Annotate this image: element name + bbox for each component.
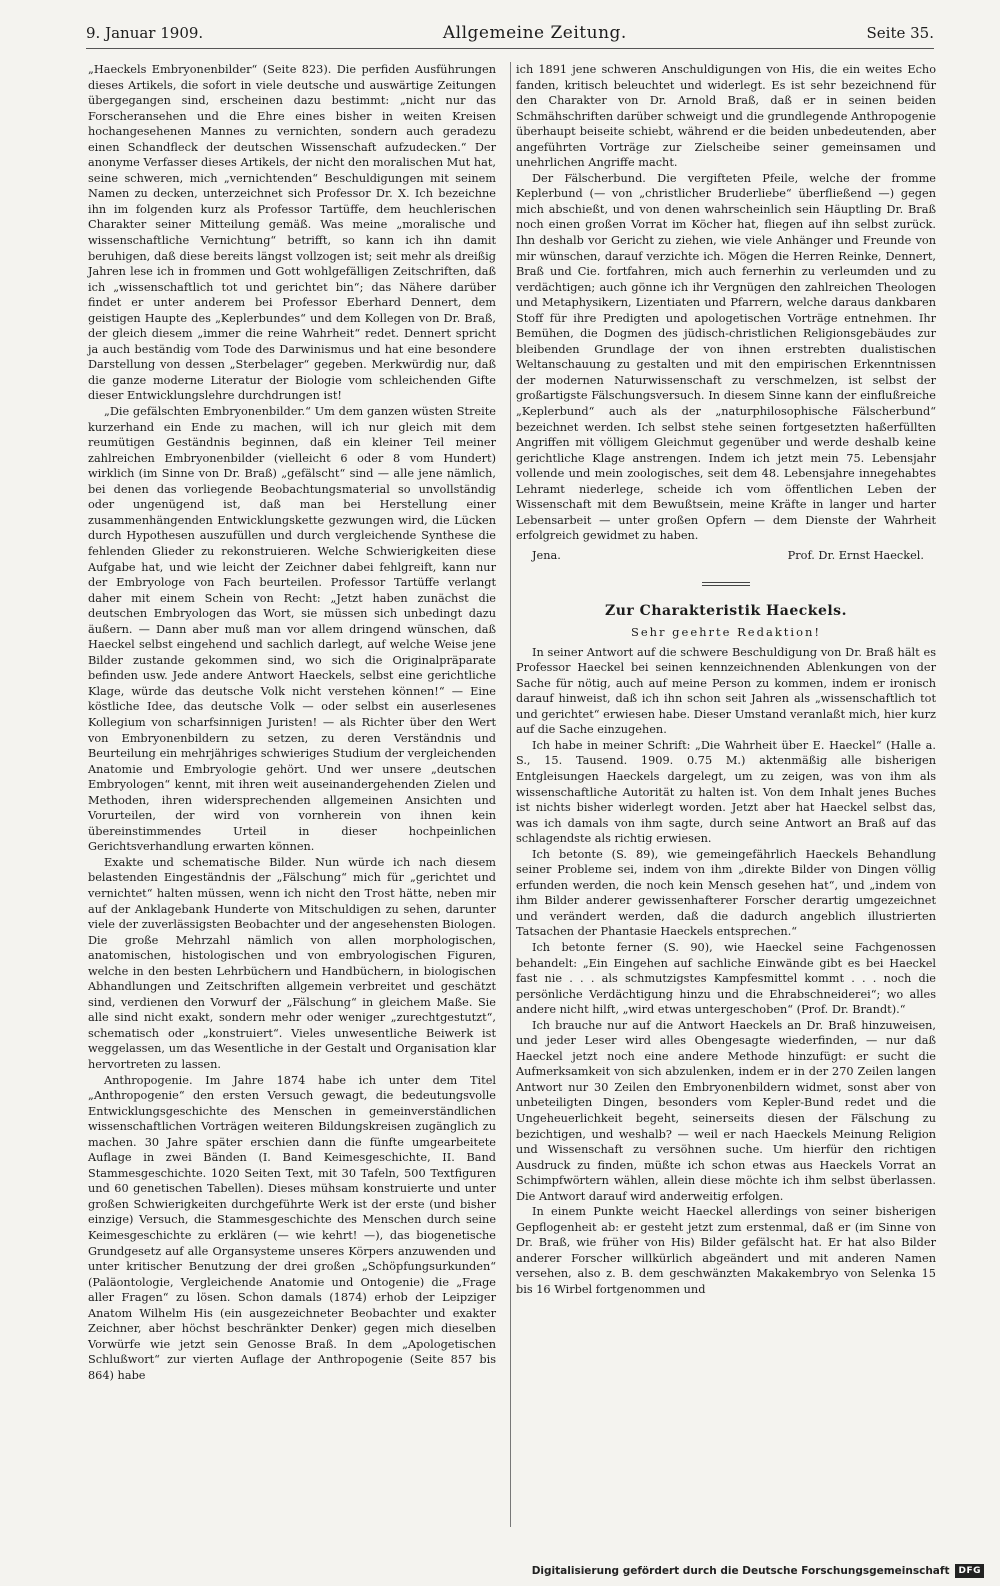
page-header [86, 18, 934, 48]
signature [516, 548, 936, 564]
article-paragraph: „Haeckels Embryonenbilder“ (Seite 823). Die perfiden Ausführungen dieses Artikels, die sofort in viele deutsche und auswärtige Zeitungen übergegangen sind, erscheinen dazu bestimmt: „nicht nur das Forscheransehen und die Ehre eines bisher in weiten Kreisen hochangesehenen Mannes zu vernichten, sondern auch geradezu einen Schandfleck der deutschen Wissenschaft aufzudecken.“ Der anonyme Verfasser dieses Artikels, der nicht den moralischen Mut hat, seine schweren, mich „vernichtenden“ Beschuldigungen mit seinem Namen zu decken, unterzeichnet sich Professor Dr. X. Ich bezeichne ihn im folgenden kurz als Professor Tartüffe, dem heuchlerischen Charakter seiner Mitteilung gemäß. Was meine „moralische und wissenschaftliche Vernichtung“ betrifft, so kann ich ihn damit beruhigen, daß diese bereits längst vollzogen ist; seit mehr als dreißig Jahren lese ich in frommen und Gott wohlgefälligen Zeitschriften, daß ich „wissenschaftlich tot und gerichtet bin“; das Nähere darüber findet er unter anderem bei Professor Eberhard Dennert, dem geistigen Haupte des „Keplerbundes“ und dem Kollegen von Dr. Braß, der gleich diesem „immer die reine Wahrheit“ redet. Dennert spricht ja auch beständig vom Tode des Darwinismus und hat eine besondere Darstellung von dessen „Sterbelager“ gegeben. Merkwürdig nur, daß die ganze moderne Literatur der Biologie vom schleichenden Gifte dieser Entwicklungslehre durchdrungen ist! [88, 63, 496, 403]
article-paragraph: „Die gefälschten Embryonenbilder.“ Um dem ganzen wüsten Streite kurzerhand ein Ende zu machen, will ich nur gleich mit dem reumütigen Geständnis beginnen, daß ein kleiner Teil meiner zahlreichen Embryonenbilder (vielleicht 6 oder 8 vom Hundert) wirklich (im Sinne von Dr. Braß) „gefälscht“ sind — alle jene nämlich, bei denen das vorliegende Beobachtungsmaterial so unvollständig oder ungenügend ist, daß man bei Herstellung einer zusammenhängenden Entwicklungskette gezwungen wird, die Lücken durch Hypothesen auszufüllen und durch vergleichende Synthese die fehlenden Glieder zu rekonstruieren. Welche Schwierigkeiten diese Aufgabe hat, und wie leicht der Zeichner dabei fehlgreift, kann nur der Embryologe von Fach beurteilen. Professor Tartüffe verlangt daher mit einem Schein von Recht: „Jetzt haben zunächst die deutschen Embryologen das Wort, sie müssen sich unbedingt dazu äußern. — Dann aber muß man vor allem dringend wünschen, daß Haeckel selbst eingehend und sachlich darlegt, auf welche Weise jene Bilder zustande gekommen sind, wo sich die Originalpräparate befinden usw. Jede andere Antwort Haeckels, selbst eine gerichtliche Klage, würde das deutsche Volk nicht verstehen können!“ — Eine köstliche Idee, das deutsche Volk — oder selbst ein auserlesenes Kollegium von scharfsinnigen Juristen! — als Richter über den Wert von Embryonenbildern zu setzen, zu deren Verständnis und Beurteilung ein mehrjähriges schwieriges Studium der vergleichenden Anatomie und Embryologie gehört. Und wer unsere „deutschen Embryologen“ kennt, mit ihren weit auseinandergehenden Zielen und Methoden, ihren widersprechenden allgemeinen Ansichten und Vorurteilen, der wird von vornherein von ihnen kein übereinstimmendes Urteil in dieser hochpeinlichen Gerichtsverhandlung erwarten können. [88, 405, 496, 854]
article-paragraph: Anthropogenie. Im Jahre 1874 habe ich unter dem Titel „Anthropogenie“ den ersten Versuch gewagt, die bedeutungsvolle Entwicklungsgeschichte des Menschen in gemeinverständlichen wissenschaftlichen Vorträgen weiteren Bildungskreisen zugänglich zu machen. 30 Jahre später erschien dann die fünfte umgearbeitete Auflage in zwei Bänden (I. Band Keimesgeschichte, II. Band Stammesgeschichte. 1020 Seiten Text, mit 30 Tafeln, 500 Textfiguren und 60 genetischen Tabellen). Dieses mühsam konstruierte und unter großen Schwierigkeiten durchgeführte Werk ist der erste (und bisher einzige) Versuch, die Stammesgeschichte des Menschen durch seine Keimesgeschichte zu erklären (— wie kehrt! —), das biogenetische Grundgesetz auf alle Organsysteme unseres Körpers anzuwenden und unter kritischer Benutzung der drei großen „Schöpfungsurkunden“ (Paläontologie, Vergleichende Anatomie und Ontogenie) die „Frage aller Fragen“ zu lösen. Schon damals (1874) erhob der Leipziger Anatom Wilhelm His (ein ausgezeichneter Beobachter und exakter Zeichner, aber höchst beschränkter Denker) gegen mich dieselben Vorwürfe wie jetzt sein Genosse Braß. In dem „Apologetischen Schlußwort“ zur vierten Auflage der Anthropogenie (Seite 857 bis 864) habe [88, 1073, 496, 1382]
article-paragraph: ich 1891 jene schweren Anschuldigungen von His, die ein weites Echo fanden, kritisch beleuchtet und widerlegt. Es ist sehr bezeichnend für den Charakter von Dr. Arnold Braß, daß er in seinen beiden Schmähschriften darüber schweigt und die grundlegende Anthropogenie überhaupt beiseite schiebt, während er die beiden unbedeutenden, aber angeführten Vorträge zur Zielscheibe seiner gemeinsamen und unehrlichen Angriffe macht. [516, 63, 936, 170]
footer-credit: Digitalisierung gefördert durch die Deutsche Forschungsgemeinschaft [531, 1565, 950, 1577]
digitization-footer [532, 1562, 984, 1580]
article-paragraph: Ich betonte (S. 89), wie gemeingefährlich Haeckels Behandlung seiner Probleme sei, indem von ihm „direkte Bilder von Dingen völlig erfunden werden, die noch kein Mensch gesehen hat“, und „indem von ihm Bilder anderer gewissenhafterer Forscher derartig umgezeichnet und verändert werden, daß die dadurch angeblich illustrierten Tatsachen der Phantasie Haeckels entsprechen.“ [516, 847, 936, 939]
salutation: Sehr geehrte Redaktion! [630, 625, 822, 640]
article-paragraph: Ich brauche nur auf die Antwort Haeckels an Dr. Braß hinzuweisen, und jeder Leser wird alles Obengesagte wiederfinden, — nur daß Haeckel jetzt noch eine andere Methode hinzufügt: er sucht die Aufmerksamkeit von sich abzulenken, indem er in der 270 Zeilen langen Antwort nur 30 Zeilen den Embryonenbildern widmet, sonst aber von unbeteiligten Dingen, besonders vom Kepler-Bund redet und die Ungeheuerlichkeit begeht, seinerseits diesen der Fälschung zu bezichtigen, und weshalb? — weil er nach Haeckels Meinung Religion und Wissenschaft zu versöhnen suche. Um hierfür den richtigen Ausdruck zu finden, müßte ich schon etwas aus Haeckels Vorrat an Schimpfwörtern wählen, allein diese möchte ich ihm selbst überlassen. Die Antwort darauf wird anderweitig erfolgen. [516, 1018, 936, 1203]
column-divider [510, 62, 511, 1527]
article-paragraph: Ich habe in meiner Schrift: „Die Wahrheit über E. Haeckel“ (Halle a. S., 15. Tausend. 1909. 0.75 M.) aktenmäßig alle bisherigen Entgleisungen Haeckels dargelegt, um zu zeigen, was von ihm als wissenschaftliche Autorität zu halten ist. Von dem Inhalt jenes Buches ist nichts bisher widerlegt worden. Jetzt aber hat Haeckel selbst das, was ich damals von ihm sagte, durch seine Antwort an Braß auf das schlagendste als richtig erwiesen. [516, 738, 936, 846]
signature-name: Prof. Dr. Ernst Haeckel. [787, 548, 924, 562]
left-column [88, 62, 496, 1383]
header-rule [86, 48, 934, 49]
right-column [516, 62, 936, 1298]
signature-place: Jena. [532, 548, 561, 562]
article-paragraph: Exakte und schematische Bilder. Nun würde ich nach diesem belastenden Eingeständnis der „Fälschung“ mich für „gerichtet und vernichtet“ halten müssen, wenn ich nicht den Trost hätte, neben mir auf der Anklagebank Hunderte von Mitschuldigen zu sehen, darunter viele der zuverlässigsten Beobachter und der angesehensten Biologen. Die große Mehrzahl nämlich von allen morphologischen, anatomischen, histologischen und von embryologischen Figuren, welche in den besten Lehrbüchern und Handbüchern, in biologischen Abhandlungen und Zeitschriften allgemein verbreitet und geschätzt sind, verdienen den Vorwurf der „Fälschung“ in gleichem Maße. Sie alle sind nicht exakt, sondern mehr oder weniger „zurechtgestutzt“, schematisch oder „konstruiert“. Vieles unwesentliche Beiwerk ist weggelassen, um das Wesentliche in der Gestalt und Organisation klar hervortreten zu lassen. [88, 855, 496, 1071]
header-date: 9. Januar 1909. [86, 24, 204, 42]
section-title: Zur Charakteristik Haeckels. [605, 602, 847, 619]
newspaper-title: Allgemeine Zeitung. [442, 23, 627, 43]
section-separator [702, 582, 750, 586]
article-paragraph: In einem Punkte weicht Haeckel allerdings von seiner bisherigen Gepflogenheit ab: er gesteht jetzt zum erstenmal, daß er (im Sinne von Dr. Braß, wie früher von His) Bilder gefälscht hat. Er hat also Bilder anderer Forscher willkürlich abgeändert und mit anderen Namen versehen, also z. B. dem geschwänzten Makakembryo von Selenka 15 bis 16 Wirbel fortgenommen und [516, 1205, 936, 1297]
article-paragraph: Der Fälscherbund. Die vergifteten Pfeile, welche der fromme Keplerbund (— von „christlicher Bruderliebe“ überfließend —) gegen mich abschießt, und von denen wahrscheinlich sein Häuptling Dr. Braß noch einen großen Vorrat im Köcher hat, fliegen auf ihn selbst zurück. Ihn deshalb vor Gericht zu ziehen, wie viele Anhänger und Freunde von mir wünschen, darauf verzichte ich. Mögen die Herren Reinke, Dennert, Braß und Cie. fortfahren, mich auch fernerhin zu verleumden und zu verdächtigen; auch gönne ich ihr Vergnügen den zahlreichen Theologen und Metaphysikern, Lizentiaten und Pfarrern, welche daraus dankbaren Stoff für ihre Predigten und apologetischen Vorträge entnehmen. Ihr Bemühen, die Dogmen des jüdisch-christlichen Religionsgebäudes zur bleibenden Grundlage der von ihnen erstrebten dualistischen Weltanschauung zu gestalten und mit den empirischen Erkenntnissen der modernen Naturwissenschaft zu verschmelzen, ist selbst der großartigste Fälschungsversuch. In diesem Sinne kann der einflußreiche „Keplerbund“ auch als der „naturphilosophische Fälscherbund“ bezeichnet werden. Ich selbst stehe seinen fortgesetzten haßerfüllten Angriffen mit völligem Gleichmut gegenüber und werde deshalb keine gerichtliche Klage anstrengen. Indem ich jetzt mein 75. Lebensjahr vollende und mein zoologisches, seit dem 48. Lebensjahre innegehabtes Lehramt niederlege, scheide ich vom öffentlichen Leben der Wissenschaft mit dem Bewußtsein, meine Kräfte in langer und harter Lebensarbeit — unter großen Opfern — dem Dienste der Wahrheit erfolgreich gewidmet zu haben. [516, 171, 936, 543]
article-paragraph: Ich betonte ferner (S. 90), wie Haeckel seine Fachgenossen behandelt: „Ein Eingehen auf sachliche Einwände gibt es bei Haeckel fast nie . . . als schmutzigstes Kampfesmittel kommt . . . noch die persönliche Verdächtigung hinzu und die Ehrabschneiderei“; wo alles andere nicht hilft, „wird etwas untergeschoben“ (Prof. Dr. Brandt).“ [516, 940, 936, 1017]
article-paragraph: In seiner Antwort auf die schwere Beschuldigung von Dr. Braß hält es Professor Haeckel bei seinen kennzeichnenden Ablenkungen von der Sache für nötig, auch auf meine Person zu kommen, indem er ironisch darauf hinweist, daß ich ihn schon seit Jahren als „wissenschaftlich tot und gerichtet“ erwiesen habe. Dieser Umstand veranlaßt mich, hier kurz auf die Sache einzugehen. [516, 645, 936, 737]
dfg-logo-icon: DFG [955, 1564, 984, 1578]
page-number: Seite 35. [866, 24, 934, 42]
